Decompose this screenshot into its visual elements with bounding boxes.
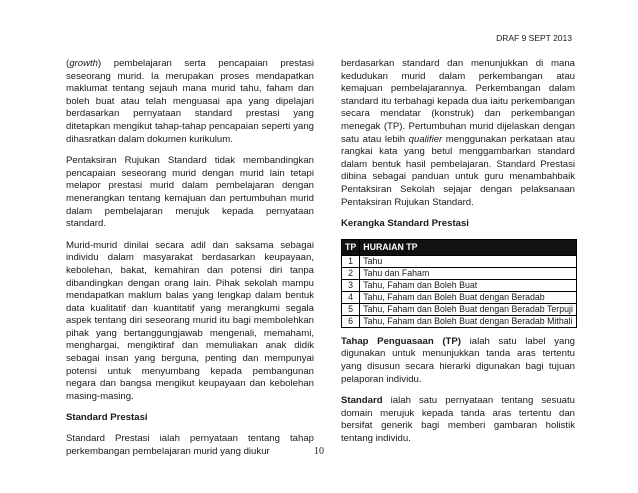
table-row bbox=[342, 303, 577, 315]
huraian-cell: Tahu dan Faham bbox=[360, 267, 577, 279]
table-row bbox=[342, 315, 577, 327]
tp-cell: 1 bbox=[342, 255, 360, 267]
left-column bbox=[66, 58, 314, 467]
tp-cell: 2 bbox=[342, 267, 360, 279]
tp-cell: 6 bbox=[342, 315, 360, 327]
paragraph-tahap-penguasaan bbox=[341, 336, 575, 386]
paragraph-prs: Pentaksiran Rujukan Standard tidak membandingkan pencapaian seseorang murid dengan murid lain tetapi melapor prestasi murid dalam pembelajaran dengan menerangkan tentang kemajuan dan pertumbuhan murid dalam pembelajaran merujuk kepada pernyataan standard. bbox=[66, 155, 314, 230]
table-row bbox=[342, 267, 577, 279]
heading-kerangka: Kerangka Standard Prestasi bbox=[341, 218, 469, 230]
paragraph-standard-text: ialah satu pernyataan tentang sesuatu domain merujuk kepada tanda aras tertentu dan bersifat generik bagi memberi gambaran holistik tentang individu. bbox=[341, 395, 575, 444]
paragraph-berdasarkan-text-a: berdasarkan standard dan menunjukkan di mana kedudukan murid dalam perkembangan atau kemajuan pembelajarannya. Perkembangan dalam standard itu terbahagi kepada dua iaitu perkembangan secara mendatar (konstruk) dan perkembangan menegak (TP). Pertumbuhan murid dijelaskan dengan satu atau lebih bbox=[341, 58, 575, 145]
huraian-cell: Tahu, Faham dan Boleh Buat dengan Beradab Terpuji bbox=[360, 303, 577, 315]
tp-cell: 5 bbox=[342, 303, 360, 315]
huraian-cell: Tahu bbox=[360, 255, 577, 267]
table-row bbox=[342, 279, 577, 291]
paragraph-tahap-penguasaan-text: ialah satu label yang digunakan untuk menunjukkan tanda aras tertentu yang disusun secara hierarki digunakan bagi tujuan pelaporan individu. bbox=[341, 335, 575, 385]
paragraph-growth-text: ) pembelajaran serta pencapaian prestasi seseorang murid. Ia merupakan proses mendapatkan maklumat tentang sejauh mana murid tahu, faham dan boleh buat atau telah menguasai apa yang dipelajari berdasarkan pernyataan standard prestasi yang ditetapkan mengikut tahap-tahap pencapaian seperti yang dihasratkan dalam dokumen kurikulum. bbox=[66, 58, 314, 145]
paragraph-berdasarkan bbox=[341, 58, 575, 209]
table-header-tp: TP bbox=[342, 239, 360, 255]
table-header-huraian: HURAIAN TP bbox=[360, 239, 577, 255]
huraian-cell: Tahu, Faham dan Boleh Buat dengan Beradab bbox=[360, 291, 577, 303]
tp-table bbox=[341, 239, 577, 328]
table-header-row bbox=[342, 239, 577, 255]
huraian-cell: Tahu, Faham dan Boleh Buat dengan Beradab Mithali bbox=[360, 315, 577, 327]
right-column bbox=[341, 58, 575, 454]
paragraph-murid: Murid-murid dinilai secara adil dan saksama sebagai individu dalam masyarakat berdasarkan keupayaan, kebolehan, bakat, kemahiran dan potensi diri tanpa dibandingkan dengan orang lain. Pihak sekolah mampu mendapatkan maklum balas yang lengkap dalam bentuk data kualitatif dan kuantitatif yang merangkumi segala aspek tentang diri seseorang murid itu bagi membolehkan pihak yang bertanggungjawab mengenali, memahami, menghargai, mengiktiraf dan memuliakan anak didik sebagai insan yang berguna, penting dan mempunyai potensi untuk menyumbang kepada pembangunan negara dan bangsa mengikut keupayaan dan kebolehan masing-masing. bbox=[66, 239, 314, 402]
term-tahap-penguasaan: Tahap Penguasaan (TP) bbox=[341, 335, 461, 347]
tp-cell: 4 bbox=[342, 291, 360, 303]
page-number: 10 bbox=[314, 446, 324, 457]
draft-label: DRAF 9 SEPT 2013 bbox=[496, 33, 572, 43]
heading-standard-prestasi: Standard Prestasi bbox=[66, 412, 148, 424]
table-row bbox=[342, 255, 577, 267]
table-row bbox=[342, 291, 577, 303]
term-growth: growth bbox=[69, 58, 98, 69]
paragraph-berdasarkan-text-b: menggunakan perkataan atau rangkai kata yang betul menggambarkan standard dalam bentuk hasil pembelajaran. Standard Prestasi dibina sebagai panduan untuk guru menambahbaik Pentaksiran Sekolah sejajar dengan pelaksanaan Pentaksiran Rujukan Standard. bbox=[341, 133, 575, 208]
paragraph-standard-prestasi: Standard Prestasi ialah pernyataan tentang tahap perkembangan pembelajaran murid yang diukur bbox=[66, 433, 314, 457]
tp-cell: 3 bbox=[342, 279, 360, 291]
huraian-cell: Tahu, Faham dan Boleh Buat bbox=[360, 279, 577, 291]
term-standard: Standard bbox=[341, 395, 383, 407]
paragraph-standard bbox=[341, 395, 575, 445]
paragraph-growth: (growth) pembelajaran serta pencapaian prestasi seseorang murid. Ia merupakan proses mendapatkan maklumat tentang sejauh mana murid tahu, faham dan boleh buat atau telah menguasai apa yang dipelajari berdasarkan pernyataan standard prestasi yang ditetapkan mengikut tahap-tahap pencapaian seperti yang dihasratkan dalam dokumen kurikulum. bbox=[66, 58, 314, 145]
term-qualifier: qualifier bbox=[408, 133, 443, 145]
